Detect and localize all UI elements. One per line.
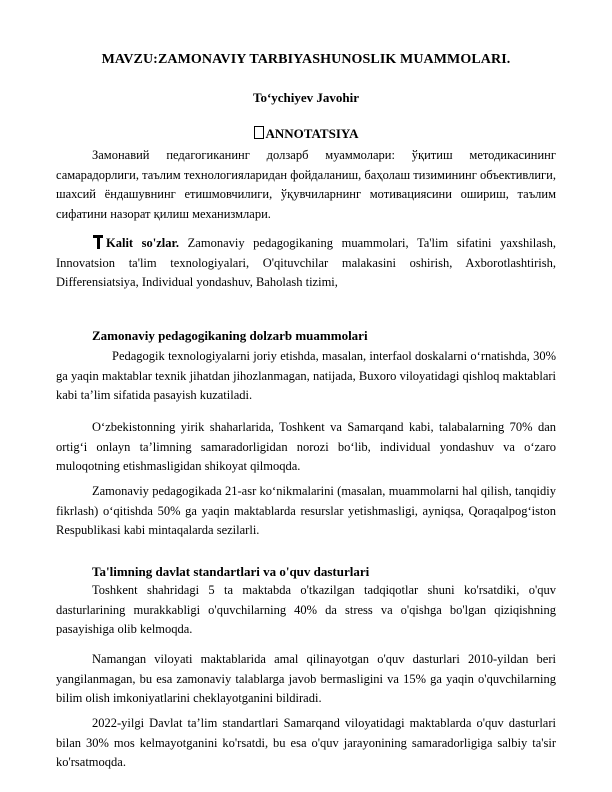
section1-p3-text: Zamonaviy pedagogikada 21-asr ko‘nikmalarini (masalan, muammolarni hal qilish, tanqidiy fikrlash) o‘qitishda 50% ga yaqin maktablarda resurslar yetishmasligi, ayniqsa, Qoraqalpog‘iston Respublikasi kabi mintaqalarda sezilarli. xyxy=(56,484,556,537)
section2-p1-text: Toshkent shahridagi 5 ta maktabda o'tkazilgan tadqiqotlar shuni ko'rsatdiki, o'quv dasturlarining murakkabligi o'quvchilarning 40% da stress va o'qishga bo'lgan qiziqishning pasayishiga olib kelmoqda. xyxy=(56,583,556,636)
section1-p1-text: Pedagogik texnologiyalarni joriy etishda, masalan, interfaol doskalarni o‘rnatishda, 30% ga yaqin maktablar texnik jihatdan jihozlanmagan, natijada, Buxoro viloyatidagi qishloq maktablari kabi ta’lim sifatida pasayish kuzatiladi. xyxy=(56,349,556,402)
pushpin-icon xyxy=(92,235,104,249)
section-heading-standards: Ta'limning davlat standartlari va o'quv dasturlari xyxy=(92,564,370,579)
section1-paragraph-2 xyxy=(56,418,556,477)
annotation-text: Замонавий педагогиканинг долзарб муаммолари: ўқитиш методикасининг самарадорлиги, таълим технологияларидан фойдаланиш, баҳолаш тизимининг объективлиги, шахсий ёндашувнинг етишмовчилиги, ўқувчиларнинг мотивациясини ошириш, таълим сифатини назорат қилиш механизмлари. xyxy=(56,148,556,221)
section2-p2-text: Namangan viloyati maktablarida amal qilinayotgan o'quv dasturlari 2010-yildan beri yangilanmagan, bu esa zamonaviy talablarga javob bermasligini va 15% ga yaqin o'quvchilarning bilim olish imkoniyatlarini cheklayotganini bildiradi. xyxy=(56,652,556,705)
section2-paragraph-3 xyxy=(56,714,556,773)
author-name: To‘ychiyev Javohir xyxy=(252,90,360,105)
section-heading-challenges: Zamonaviy pedagogikaning dolzarb muammolari xyxy=(92,328,368,343)
annotation-heading xyxy=(0,126,612,142)
missing-glyph-box-icon xyxy=(254,126,264,139)
section1-paragraph-1 xyxy=(56,347,556,406)
section1-paragraph-3 xyxy=(56,482,556,541)
section2-p3-text: 2022-yilgi Davlat ta’lim standartlari Samarqand viloyatidagi maktablarda o'quv dasturlari bilan 30% mos kelmayotganini ko'rsatdi, bu esa o'quv jarayonining samaradorligiga salbiy ta'sir ko'rsatmoqda. xyxy=(56,716,556,769)
keywords-paragraph xyxy=(56,234,556,293)
annotation-paragraph xyxy=(56,146,556,224)
keywords-text: Zamonaviy pedagogikaning muammolari, Ta'lim sifatini yaxshilash, Innovatsion ta'lim texnologiyalari, O'qituvchilar malakasini oshirish, Axborotlashtirish, Differensiatsiya, Individual yondashuv, Baholash tizimi, xyxy=(56,236,556,289)
keywords-label: Kalit so'zlar. xyxy=(106,236,180,250)
section1-p2-text: O‘zbekistonning yirik shaharlarida, Toshkent va Samarqand kabi, talabalarning 70% dan ortig‘i onlayn ta’limning samaradorligidan norozi bo‘lib, individual yondashuv va o‘zaro muloqotning etishmasligidan shikoyat qilmoqda. xyxy=(56,420,556,473)
annotation-heading-text: ANNOTATSIYA xyxy=(265,126,359,141)
section2-paragraph-2 xyxy=(56,650,556,709)
document-title: MAVZU:ZAMONAVIY TARBIYASHUNOSLIK MUAMMOLARI. xyxy=(101,52,511,67)
keywords-line xyxy=(56,234,556,293)
section2-paragraph-1 xyxy=(56,581,556,640)
